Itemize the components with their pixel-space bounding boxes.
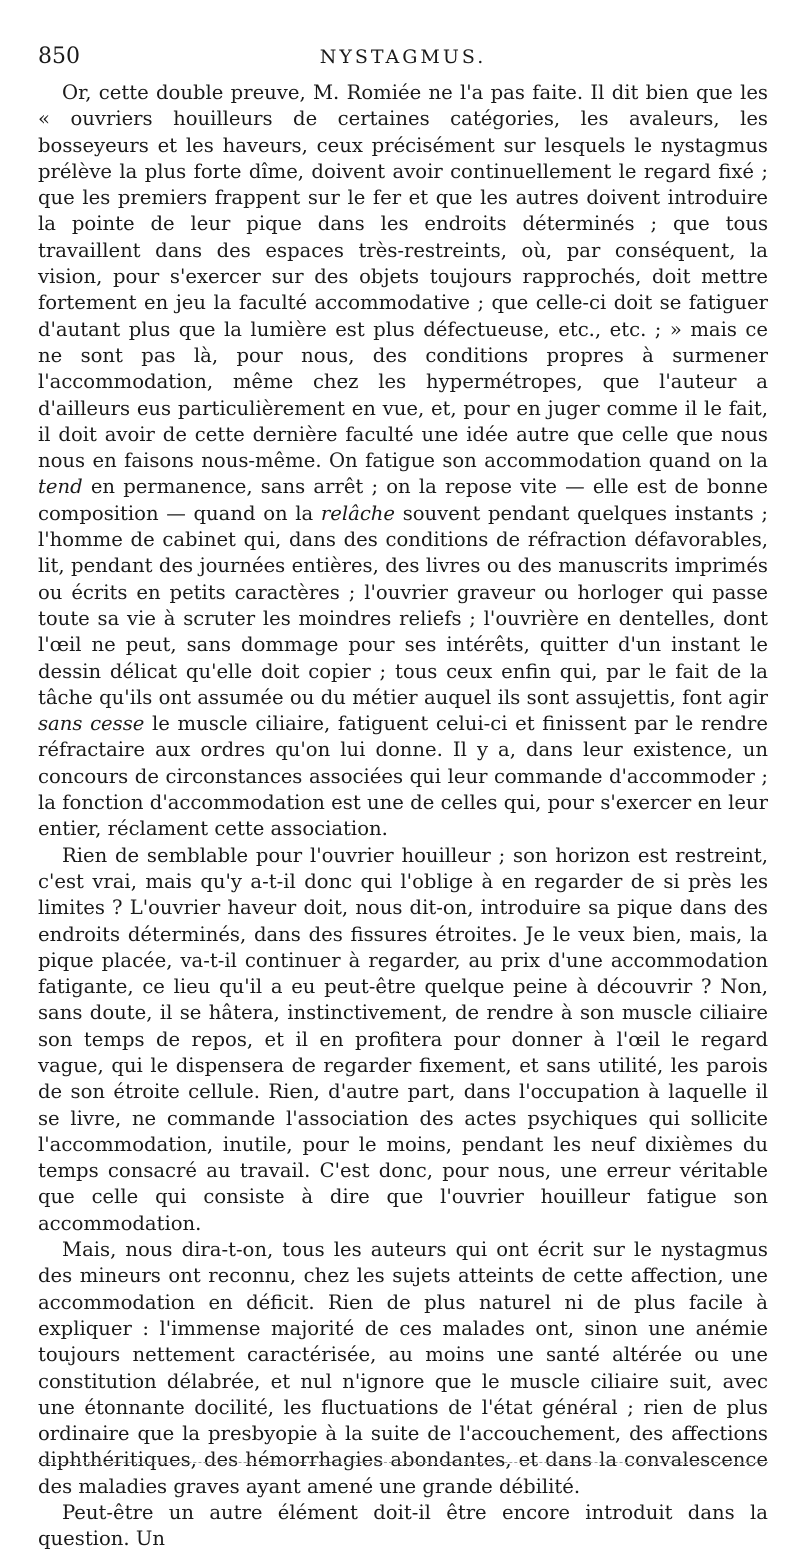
page-header — [38, 44, 768, 74]
text-run: en permanence, sans arrêt ; on la repose vite — elle est de bonne composition — quand on la — [38, 475, 768, 525]
text-run: le muscle ciliaire, fatiguent celui-ci et finissent par le rendre réfractaire aux ordres qu'on lui donne. Il y a, dans leur existence, un concours de circonstances associées qui leur commande d'accommoder ; la fonction d'accommodation est une de celles qui, pour s'exercer en leur entier, réclament cette association. — [38, 712, 768, 841]
paragraph-4: Peut-être un autre élément doit-il être encore introduit dans la question. Un — [38, 1501, 768, 1551]
italic-term-sans-cesse: sans cesse — [38, 712, 145, 736]
body-text — [38, 80, 768, 1553]
page-number: 850 — [38, 44, 80, 69]
paragraph-2: Rien de semblable pour l'ouvrier houilleur ; son horizon est restreint, c'est vrai, mais qu'y a-t-il donc qui l'oblige à en regarder de si près les limites ? L'ouvrier haveur doit, nous dit-on, introduire sa pique dans des endroits déterminés, dans des fissures étroites. Je le veux bien, mais, la pique placée, va-t-il continuer à regarder, au prix d'une accommodation fatigante, ce lieu qu'il a eu peut-être quelque peine à découvrir ? Non, sans doute, il se hâtera, instinctivement, de rendre à son muscle ciliaire son temps de repos, et il en profitera pour donner à l'œil le regard vague, qui le dispensera de regarder fixement, et sans utilité, les parois de son étroite cellule. Rien, d'autre part, dans l'occupation à laquelle il se livre, ne commande l'association des actes psychiques qui sollicite l'accommodation, inutile, pour le moins, pendant les neuf dixièmes du temps consacré au travail. C'est donc, pour nous, une erreur véritable que celle qui consiste à dire que l'ouvrier houilleur fatigue son accommodation. — [38, 843, 768, 1235]
running-title: NYSTAGMUS. — [319, 46, 487, 68]
italic-term-tend: tend — [38, 475, 83, 499]
paragraph-1 — [38, 80, 768, 843]
text-run: Or, cette double preuve, M. Romiée ne l'a pas faite. Il dit bien que les « ouvriers houilleurs de certaines catégories, les avaleurs, les bosseyeurs et les haveurs, ceux précisément sur lesquels le nystagmus prélève la plus forte dîme, doivent avoir continuellement le regard fixé ; que les premiers frappent sur le fer et que les autres doivent introduire la pointe de leur pique dans les endroits déterminés ; que tous travaillent dans des espaces très-restreints, où, par conséquent, la vision, pour s'exercer sur des objets toujours rapprochés, doit mettre fortement en jeu la faculté accommodative ; que celle-ci doit se fatiguer d'autant plus que la lumière est plus défectueuse, etc., etc. ; » mais ce ne sont pas là, pour nous, des conditions propres à surmener l'accommodation, même chez les hypermétropes, que l'auteur a d'ailleurs eus particulièrement en vue, et, pour en juger comme il le fait, il doit avoir de cette dernière faculté une idée autre que celle que nous nous en faisons nous-même. On fatigue son accommodation quand on la — [38, 81, 768, 473]
footer-rule — [38, 1462, 768, 1463]
italic-term-relache: relâche — [320, 501, 396, 525]
paragraph-3: Mais, nous dira-t-on, tous les auteurs qui ont écrit sur le nystagmus des mineurs ont reconnu, chez les sujets atteints de cette affection, une accommodation en déficit. Rien de plus naturel ni de plus facile à expliquer : l'immense majorité de ces malades ont, sinon une anémie toujours nettement caractérisée, au moins une santé altérée ou une constitution délabrée, et nul n'ignore que le muscle ciliaire suit, avec une étonnante docilité, les fluctuations de l'état général ; rien de plus ordinaire que la presbyopie à la suite de l'accouchement, des affections diphthéritiques, des hémorrhagies abondantes, et dans la convalescence des maladies graves ayant amené une grande débilité. — [38, 1238, 768, 1498]
text-run: souvent pendant quelques instants ; l'homme de cabinet qui, dans des conditions de réfraction défavorables, lit, pendant des journées entières, des livres ou des manuscrits imprimés ou écrits en petits caractères ; l'ouvrier graveur ou horloger qui passe toute sa vie à scruter les moindres reliefs ; l'ouvrière en dentelles, dont l'œil ne peut, sans dommage pour ses intérêts, quitter d'un instant le dessin délicat qu'elle doit copier ; tous ceux enfin qui, par le fait de la tâche qu'ils ont assumée ou du métier auquel ils sont assujettis, font agir — [38, 501, 769, 709]
